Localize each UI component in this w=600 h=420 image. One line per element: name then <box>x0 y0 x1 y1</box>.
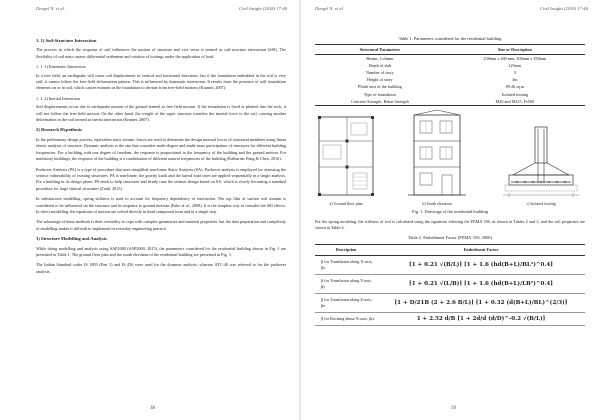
running-header-journal: Civil Insight (2018) 17-46 <box>238 6 287 11</box>
left-page <box>0 0 299 420</box>
table-cell: Number of story <box>366 69 394 75</box>
figure-label: a) Ground floor plan <box>329 201 363 207</box>
paragraph: In a free field, an earthquake will cause soil displacement in vertical and horizontal directions, but if the foundation embedded in the soil is very stiff, it cannot follow the free-field deformation pattern. This is influenced by kinematic interaction. It results from the presence of stiff foundation elements on or in soil, which causes motions at the foundation to deviate from free-field motions (Kramer, 2007). <box>36 72 286 91</box>
elevation-drawing <box>406 109 468 199</box>
factor-equation <box>377 275 585 294</box>
table-cell: Type of foundation <box>363 91 396 97</box>
factor-description: β for Translation along X-axis, βx <box>315 256 377 275</box>
table-row <box>315 84 585 91</box>
table-row <box>315 256 585 275</box>
running-header <box>315 6 588 16</box>
table-row <box>315 91 585 98</box>
table-cell: Concrete Strength, Rebar Strength <box>315 98 445 106</box>
equation-text: [1 + D/21B (2 + 2.6 B/L)] [1 + 0.32 (d(B+L)/BL)^(2/3)] <box>394 300 568 307</box>
section-heading: 1. 1) Soil-Structure Interaction <box>36 38 97 43</box>
page-number: 39 <box>451 406 456 411</box>
table-cell: Plinth area of the building <box>357 84 402 90</box>
page-number: 38 <box>150 406 155 411</box>
running-header-authors: Dengel N. et al. <box>315 6 344 11</box>
table-header-row <box>315 45 585 55</box>
table-cell: Beams, Column <box>366 55 394 61</box>
table-row <box>315 62 585 69</box>
figure-label: b) South elevation <box>422 201 452 207</box>
figure-south-elevation <box>406 109 468 207</box>
running-header-journal: Civil Insight (2018) 17-44 <box>539 6 588 11</box>
table-row <box>315 69 585 76</box>
paragraph: While doing modelling and analysis using SAP2000 (SAP2000, 2015), the parameters considered for the residential building shown in Fig. 1 are presented in Table 1. The ground floor plan and the south elevation of the residential building are presented in Fig. 1. <box>36 245 286 257</box>
factor-equation <box>377 256 585 275</box>
factor-equation <box>377 313 585 326</box>
table-cell: 230mm x 400 mm, 300mm x 350mm <box>483 55 547 61</box>
table-row <box>315 55 585 63</box>
table-cell: Isolated footing <box>501 91 529 97</box>
table-row <box>315 77 585 84</box>
equation-text: [1 + 0.21 √(B/L)] [1 + 1.6 (hd(B+L)/BL²)^0.4] <box>409 262 553 269</box>
right-page <box>301 0 600 420</box>
table-header-cell: Size or Description <box>445 45 585 55</box>
table-header-cell: Embedment Factor <box>377 245 585 256</box>
running-header-authors: Dengel N. et al. <box>36 6 65 11</box>
figure-label: c) Isolated footing <box>526 201 556 207</box>
table-caption: Table 2. Embedment Factor (FEMA-356, 2000) <box>408 235 492 241</box>
paragraph: In the preliminary design process, equivalent static seismic forces are used to determine the design internal forces of structural members using linear elastic analysis of structure. Dynamic analysis is the one that considers multi-degree and multi-mass participation of structures for different building frequencies. For a building with one degree of freedom, the response is proportional to the frequency of the building and the ground motion. For multistory buildings, the response of the building is a combination of different natural frequencies of the building (Kalbarim, Pang & Chen, 2016). <box>36 136 286 162</box>
table-cell: M20 and M415, Fe500 <box>445 98 585 106</box>
section-heading: 2) Research Hypothesis <box>36 127 82 133</box>
paragraph: The process in which the response of soil influences the motion of structure and vice versa is termed as soil-structure interaction (SSI). The flexibility of soil mass causes differential settlement and rotation of footings under the application of load. <box>36 47 286 59</box>
subsection-heading: 1. 1. 2) Inertial Interaction <box>36 95 81 101</box>
table-row <box>315 275 585 294</box>
table-cell: Height of story <box>367 77 393 83</box>
table-caption: Table 1. Parameters considered for the residential building <box>398 36 502 41</box>
table-cell: 3m <box>512 77 518 83</box>
paragraph: For the spring modeling, the stiffness of soil is calculated using the equations referring the FEMA 356, as shown in Tables 2 and 3, and the soil properties are shown in Table 4. <box>315 219 585 231</box>
factor-description: β for Translation along Y-axis, βy <box>315 275 377 294</box>
factor-description: β for Rocking about X-axis, βrx <box>315 313 377 326</box>
paragraph: In substructure modelling, spring stiffness is used to account for frequency dependency of interaction. The top film of surface soil stratum is considered to be influenced on the structure and its response to ground motions (Kiho et al., 2008). It is the simplest way to consider the SSI effects. In direct modelling, the equations of motion are solved directly in third compound form and in a single step. <box>36 196 286 214</box>
table-cell: 125mm <box>508 62 522 68</box>
left-text-column <box>36 36 286 279</box>
table-header-cell: Structural Parameters <box>315 45 445 55</box>
figure-caption: Fig. 1. Drawings of the residential building <box>412 209 488 215</box>
paragraph: The Indian Standard codes IS 1893 (Part 1) and IS 456 were used for the dynamic analysis, whereas ATC-40 was referred to for the pushover analysis. <box>36 262 286 274</box>
parameters-table <box>315 44 585 106</box>
right-content-column <box>315 34 585 326</box>
running-header <box>36 6 287 16</box>
table-header-row <box>315 245 585 256</box>
equation-text: 1 + 2.52 d/B [1 + 2d/d (d/D)^-0.2 √(B/L)] <box>416 316 546 323</box>
table-row <box>315 294 585 313</box>
factor-equation <box>377 294 585 313</box>
figure-floor-plan <box>317 115 375 207</box>
factor-description: β for Translation along Z-axis, βz <box>315 294 377 313</box>
floor-plan-drawing <box>317 115 375 199</box>
section-heading: 3) Structure Modelling and Analysis <box>36 236 107 242</box>
table-cell: 3 <box>513 69 516 75</box>
equation-text: [1 + 0.21 √(L/B)] [1 + 1.6 (hd(B+L)/LB²)^0.4] <box>409 281 553 288</box>
paragraph: Soil displacements occur due to earthquake motion of the ground termed as free field motion. If the foundation is fixed or planted into the rock, it will not follow the free-field motion. On the other hand, the weight of the super structure transfers the inertial force to the soil, causing another deformation in the soil termed as inertia interaction (Kramer, 2007). <box>36 104 286 123</box>
figure-isolated-footing <box>499 125 583 207</box>
embedment-factor-table <box>315 244 585 326</box>
footing-drawing <box>499 125 583 199</box>
paragraph: The advantage of these methods is their versatility to cope with complex geometries and material properties, but the data preparation and complexity of modelling makes it difficult to implement in everyday engineering practice. <box>36 219 286 231</box>
table-cell: 89.46 sq.m <box>505 84 525 90</box>
table-row <box>315 98 585 106</box>
table-row <box>315 313 585 326</box>
figure-row <box>317 111 583 207</box>
subsection-heading: 1. 1. 1) Kinematic Interaction <box>36 64 86 70</box>
table-cell: Depth of slab <box>368 62 392 68</box>
table-header-cell: Description <box>315 245 377 256</box>
paragraph: Pushover Analysis (PA) is a type of procedure that uses simplified non-linear Static Analysis (SA). Pushover analysis is employed for assessing the seismic vulnerability of existing structures. PA is non-linear; the gravity loads and the lateral load cases are applied sequentially in a single analysis. For a building in its design phase, PA tends to help structures and firmly tune the seismic design based on SA, which is slowly becoming a standard procedure for large clinical structures (Zaidi, 2013). <box>36 166 286 191</box>
